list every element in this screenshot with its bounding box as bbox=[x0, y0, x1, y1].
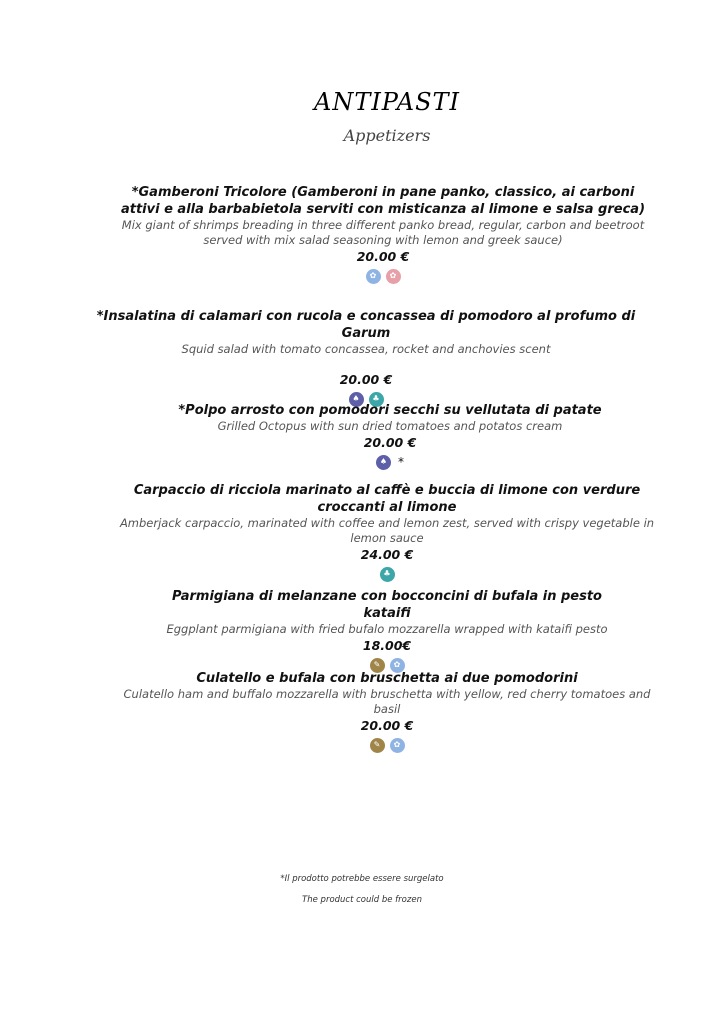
dish-name-it: Carpaccio di ricciola marinato al caffè e buccia di limone con verdure croccanti al limone bbox=[133, 483, 641, 515]
frozen-note-en: The product could be frozen bbox=[302, 895, 422, 905]
dish-price: 18.00€ bbox=[362, 638, 412, 653]
gluten-icon: ✎ bbox=[370, 738, 385, 753]
fish-icon: ✿ bbox=[390, 738, 405, 753]
dish-name-it: *Polpo arrosto con pomodori secchi su vellutata di patate bbox=[178, 403, 602, 418]
dish-name-en: Squid salad with tomato concassea, rocket and anchovies scent bbox=[181, 342, 551, 356]
menu-item-calamari bbox=[96, 308, 636, 408]
allergen-icons bbox=[150, 453, 630, 471]
allergen-icons bbox=[110, 736, 664, 754]
gluten-icon: ✎ bbox=[370, 658, 385, 673]
menu-item-polpo bbox=[150, 402, 630, 471]
fish-icon: ✿ bbox=[366, 269, 381, 284]
allergen-icons bbox=[118, 565, 656, 583]
dish-name-en: Culatello ham and buffalo mozzarella with bruschetta with yellow, red cherry tomatoes and basil bbox=[123, 687, 651, 716]
fish-icon: ✿ bbox=[390, 658, 405, 673]
dish-name-it: Parmigiana di melanzane con bocconcini di bufala in pesto kataifi bbox=[172, 589, 602, 621]
dish-name-it: Culatello e bufala con bruschetta ai due pomodorini bbox=[196, 671, 578, 686]
dish-price: 20.00 € bbox=[360, 718, 414, 733]
dish-name-it: *Insalatina di calamari con rucola e concassea di pomodoro al profumo di Garum bbox=[96, 309, 636, 341]
menu-header bbox=[0, 88, 724, 145]
milk-icon: ♣ bbox=[380, 567, 395, 582]
allergen-icons bbox=[118, 267, 648, 285]
dish-name-en: Grilled Octopus with sun dried tomatoes and potatos cream bbox=[217, 419, 563, 433]
section-title: ANTIPASTI bbox=[313, 88, 461, 116]
shellfish-icon: ✿ bbox=[386, 269, 401, 284]
dish-name-en: Eggplant parmigiana with fried bufalo mozzarella wrapped with kataifi pesto bbox=[166, 622, 608, 636]
dish-price: 20.00 € bbox=[363, 435, 417, 450]
section-subtitle: Appetizers bbox=[343, 126, 431, 145]
dish-price: 20.00 € bbox=[339, 372, 393, 387]
menu-item-parmigiana bbox=[150, 588, 624, 674]
milk-icon: ♣ bbox=[369, 392, 384, 407]
menu-item-gamberoni bbox=[118, 184, 648, 285]
mollusc-icon: ♠ bbox=[376, 455, 391, 470]
dish-name-en: Mix giant of shrimps breading in three different panko bread, regular, carbon and beetroot served with mix salad seasoning with lemon and greek sauce) bbox=[121, 218, 645, 247]
menu-item-culatello bbox=[110, 670, 664, 754]
dish-price: 24.00 € bbox=[360, 547, 414, 562]
frozen-mark: * bbox=[398, 455, 404, 469]
dish-name-en: Amberjack carpaccio, marinated with coffee and lemon zest, served with crispy vegetable in lemon sauce bbox=[119, 516, 655, 545]
frozen-note-it: *Il prodotto potrebbe essere surgelato bbox=[280, 874, 444, 884]
dish-price: 20.00 € bbox=[356, 249, 410, 264]
footer-note bbox=[0, 874, 724, 905]
mollusc-icon: ♠ bbox=[349, 392, 364, 407]
dish-name-it: *Gamberoni Tricolore (Gamberoni in pane panko, classico, ai carboni attivi e alla barbabietola serviti con misticanza al limone e salsa greca) bbox=[120, 185, 646, 217]
menu-item-carpaccio bbox=[118, 482, 656, 583]
